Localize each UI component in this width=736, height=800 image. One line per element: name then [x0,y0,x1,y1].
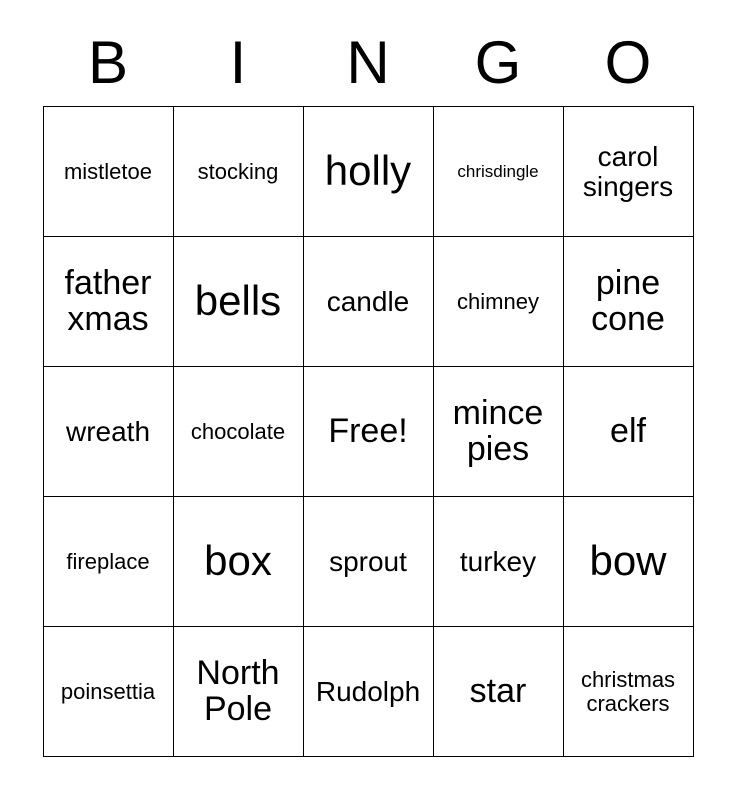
bingo-cell[interactable]: wreath [43,367,173,497]
bingo-cell[interactable]: Rudolph [303,627,433,757]
bingo-cell[interactable]: carol singers [563,107,693,237]
bingo-cell[interactable]: christmas crackers [563,627,693,757]
bingo-grid [43,106,694,757]
bingo-cell[interactable]: North Pole [173,627,303,757]
bingo-cell[interactable]: mince pies [433,367,563,497]
bingo-cell[interactable]: box [173,497,303,627]
bingo-cell[interactable]: mistletoe [43,107,173,237]
bingo-row [43,237,693,367]
bingo-cell[interactable]: poinsettia [43,627,173,757]
bingo-row [43,497,693,627]
bingo-cell[interactable]: fireplace [43,497,173,627]
bingo-cell[interactable]: star [433,627,563,757]
bingo-cell[interactable]: chimney [433,237,563,367]
bingo-cell[interactable]: holly [303,107,433,237]
header-letter-i: I [229,29,247,96]
bingo-cell[interactable]: bells [173,237,303,367]
bingo-cell[interactable]: bow [563,497,693,627]
bingo-row [43,627,693,757]
bingo-cell[interactable]: chrisdingle [433,107,563,237]
bingo-row [43,107,693,237]
bingo-cell[interactable]: elf [563,367,693,497]
bingo-cell[interactable]: stocking [173,107,303,237]
bingo-cell[interactable]: pine cone [563,237,693,367]
bingo-cell[interactable]: candle [303,237,433,367]
header-letter-n: N [346,29,390,96]
bingo-cell[interactable]: chocolate [173,367,303,497]
bingo-header [43,0,693,98]
header-letter-g: G [474,29,522,96]
header-letter-b: B [87,29,129,96]
bingo-row [43,367,693,497]
bingo-cell-free[interactable]: Free! [303,367,433,497]
header-letter-o: O [604,29,652,96]
bingo-cell[interactable]: father xmas [43,237,173,367]
bingo-cell[interactable]: turkey [433,497,563,627]
bingo-cell[interactable]: sprout [303,497,433,627]
